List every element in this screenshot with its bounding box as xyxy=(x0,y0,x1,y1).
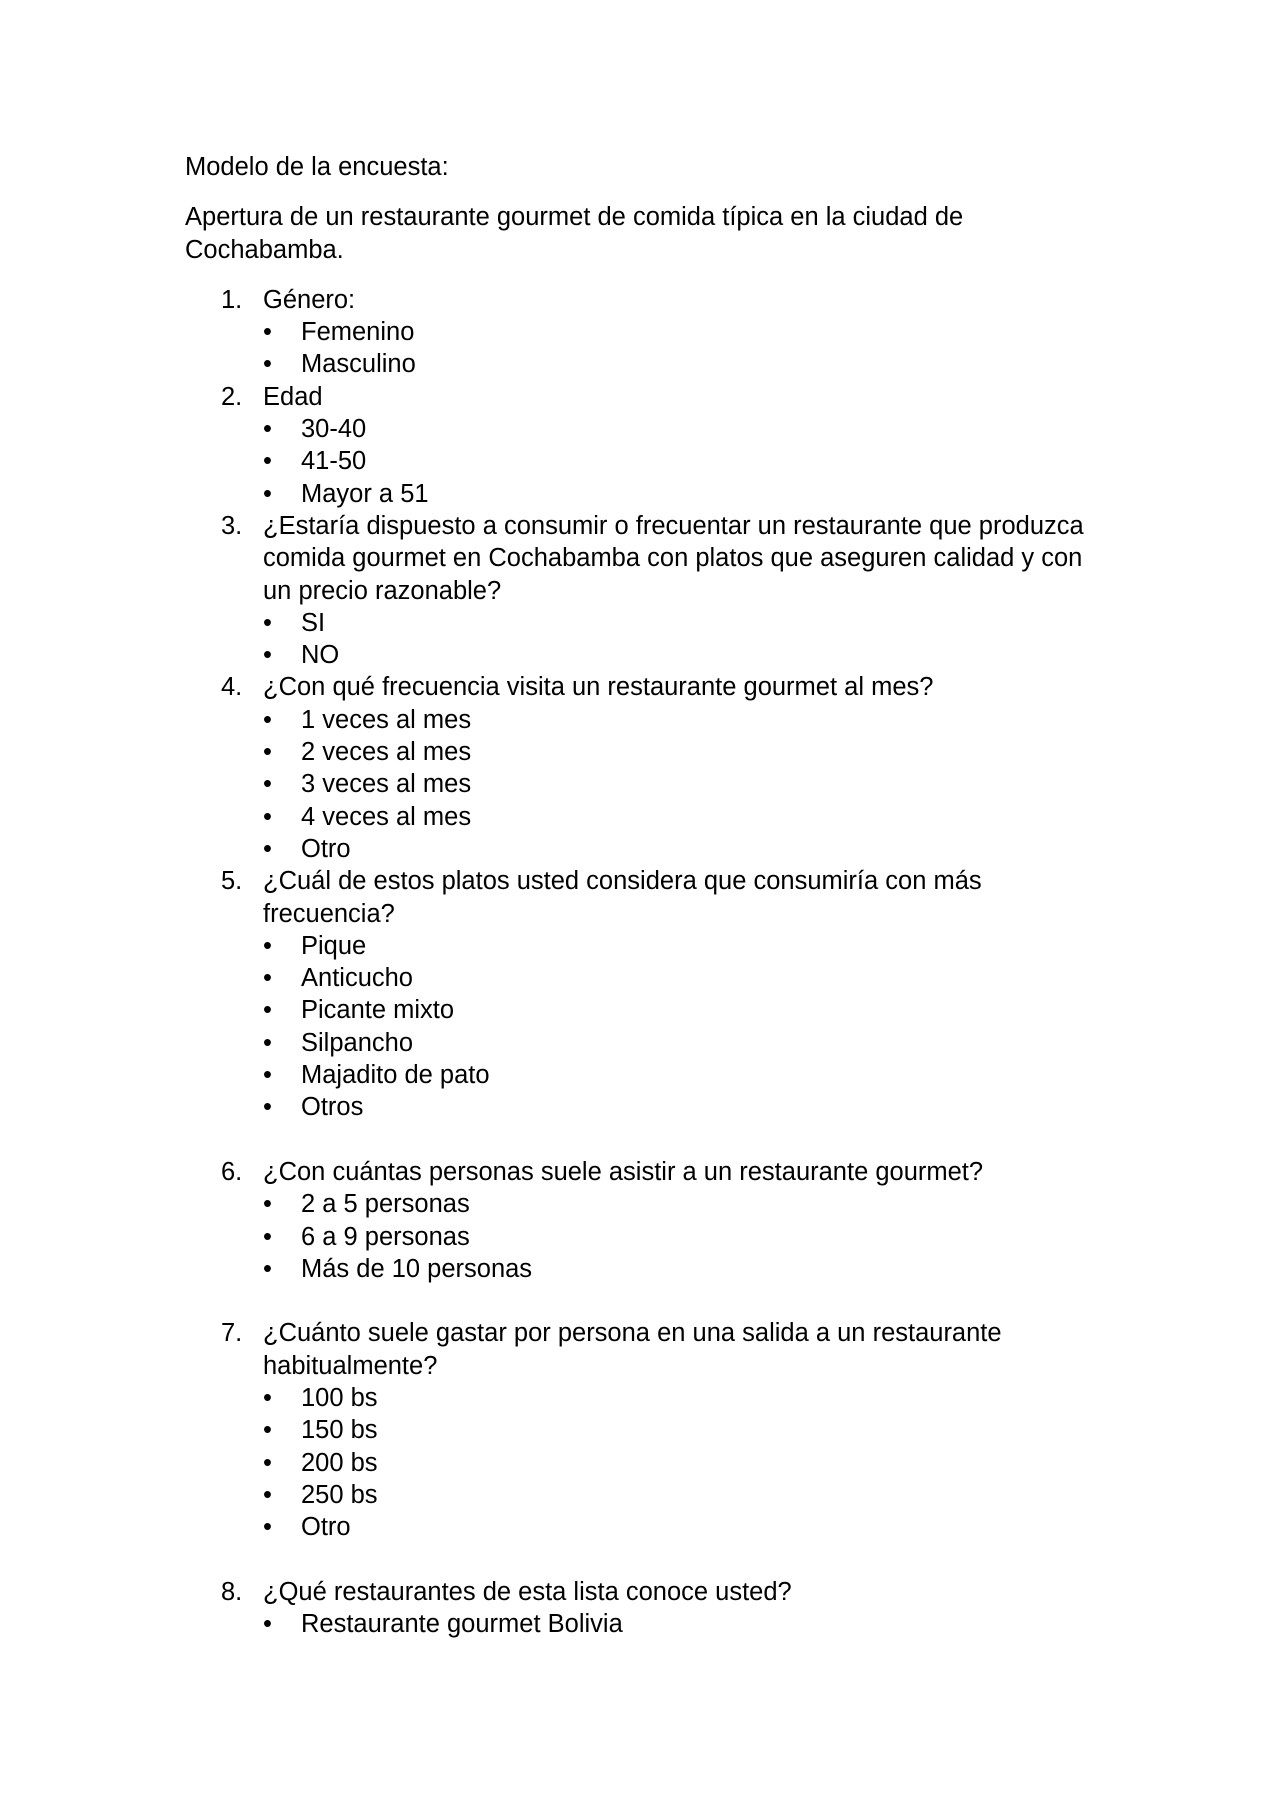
option-item: • 4 veces al mes xyxy=(263,801,1105,833)
option-item: • Masculino xyxy=(263,348,1105,380)
question-number: 3. xyxy=(221,511,243,540)
option-item: • 6 a 9 personas xyxy=(263,1221,1105,1253)
option-item: • NO xyxy=(263,639,1105,671)
question-text: ¿Estaría dispuesto a consumir o frecuentar un restaurante que produzca comida gourmet en Cochabamba con platos que aseguren calidad y con un precio razonable? xyxy=(263,511,1084,605)
option-list xyxy=(263,1608,1105,1640)
option-item: • Otros xyxy=(263,1091,1105,1123)
option-list xyxy=(263,930,1105,1124)
question-item xyxy=(185,381,1105,510)
question-text: Género: xyxy=(263,285,356,314)
option-item: • 1 veces al mes xyxy=(263,704,1105,736)
option-item: • Picante mixto xyxy=(263,994,1105,1026)
question-text: ¿Cuánto suele gastar por persona en una salida a un restaurante habitualmente? xyxy=(263,1319,1002,1380)
option-item: • 250 bs xyxy=(263,1479,1105,1511)
option-item: • 3 veces al mes xyxy=(263,768,1105,800)
option-list xyxy=(263,704,1105,865)
question-number: 2. xyxy=(221,382,243,411)
option-item: • 41-50 xyxy=(263,445,1105,477)
question-number: 1. xyxy=(221,285,243,314)
option-item: • Majadito de pato xyxy=(263,1059,1105,1091)
survey-subtitle: Apertura de un restaurante gourmet de comida típica en la ciudad de Cochabamba. xyxy=(185,203,964,264)
question-number: 4. xyxy=(221,673,243,702)
question-number: 6. xyxy=(221,1157,243,1186)
option-item: • Restaurante gourmet Bolivia xyxy=(263,1608,1105,1640)
question-item xyxy=(185,510,1105,671)
option-item: • 2 veces al mes xyxy=(263,736,1105,768)
option-item: • Pique xyxy=(263,930,1105,962)
question-text: ¿Qué restaurantes de esta lista conoce usted? xyxy=(263,1577,792,1606)
option-item: • Otro xyxy=(263,833,1105,865)
option-item: • 100 bs xyxy=(263,1382,1105,1414)
question-item xyxy=(185,865,1105,1123)
question-text: ¿Con cuántas personas suele asistir a un restaurante gourmet? xyxy=(263,1157,984,1186)
option-item: • Femenino xyxy=(263,316,1105,348)
question-item xyxy=(185,1317,1105,1543)
option-list xyxy=(263,1382,1105,1543)
question-item xyxy=(185,1156,1105,1285)
document-page xyxy=(185,151,1105,1640)
option-item: • 30-40 xyxy=(263,413,1105,445)
question-number: 5. xyxy=(221,867,243,896)
option-item: • Mayor a 51 xyxy=(263,478,1105,510)
option-item: • Otro xyxy=(263,1511,1105,1543)
option-item: • 150 bs xyxy=(263,1414,1105,1446)
survey-intro: Modelo de la encuesta: xyxy=(185,153,449,181)
question-text: Edad xyxy=(263,382,323,411)
option-list xyxy=(263,1188,1105,1285)
option-item: • 2 a 5 personas xyxy=(263,1188,1105,1220)
option-item: • 200 bs xyxy=(263,1447,1105,1479)
option-list xyxy=(263,607,1105,672)
option-list xyxy=(263,413,1105,510)
question-text: ¿Con qué frecuencia visita un restaurante gourmet al mes? xyxy=(263,673,934,702)
option-item: • Más de 10 personas xyxy=(263,1253,1105,1285)
option-list xyxy=(263,316,1105,381)
option-item: • SI xyxy=(263,607,1105,639)
question-text: ¿Cuál de estos platos usted considera que consumiría con más frecuencia? xyxy=(263,867,982,928)
option-item: • Silpancho xyxy=(263,1027,1105,1059)
question-item xyxy=(185,1576,1105,1641)
question-item xyxy=(185,671,1105,865)
option-item: • Anticucho xyxy=(263,962,1105,994)
question-item xyxy=(185,284,1105,381)
question-number: 7. xyxy=(221,1319,243,1348)
question-number: 8. xyxy=(221,1577,243,1606)
question-list xyxy=(185,284,1105,1640)
